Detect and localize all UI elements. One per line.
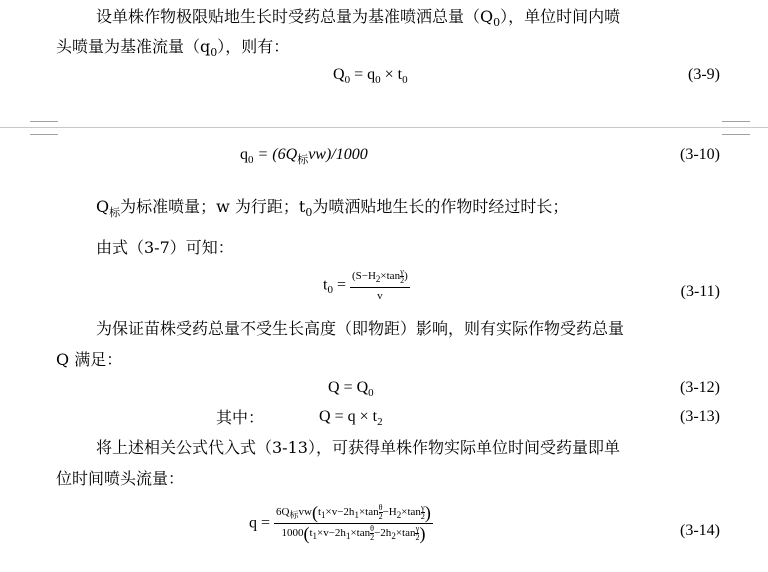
equation-3-10: $q_0 = (6Q_标vw)/1000$ bbox=[240, 146, 368, 166]
page-break-divider bbox=[0, 127, 768, 128]
equation-number-3-12: (3-12) bbox=[680, 379, 720, 396]
equation-3-12: $Q = Q_0$ bbox=[328, 379, 374, 399]
page-corner-marker-left bbox=[30, 121, 58, 135]
para3-line2: 位时间喷头流量： bbox=[56, 469, 185, 488]
equation-number-3-11: (3-11) bbox=[680, 283, 720, 300]
fraction-3-11: ($S-H_2\times\tan$ $\frac{\gamma}{2}$ ) v bbox=[351, 267, 408, 303]
para1-line1: 设单株作物极限贴地生长时受药总量为基准喷洒总量$(Q_0)$，单位时间内喷 bbox=[96, 7, 621, 29]
equation-number-3-14: (3-14) bbox=[680, 522, 720, 539]
equation-3-13-prefix: 其中： bbox=[216, 408, 265, 427]
equation-number-3-13: (3-13) bbox=[680, 408, 720, 425]
equation-3-11: $t_0$ = ($S-H_2\times\tan$ $\frac{\gamma}{2}$ ) v bbox=[323, 267, 408, 303]
equation-3-14: q = $6Q_标vw(t_1\times v-2h_1\times\tan$ $\frac{\theta}{2}$ $-H_2\times\tan$ $\frac{\gamma}{2}$ ) $1000(t_1\times v-2h_1\times\tan$ $\frac{\theta}{2}$ $-2h_2\times\tan$ $\frac{\gamma}{2}$ ) bbox=[249, 502, 431, 544]
equation-3-9: $Q_0 = q_0 \times t_0$ bbox=[333, 66, 408, 86]
para2-line2: Q 满足： bbox=[56, 350, 123, 369]
equation-number-3-9: (3-9) bbox=[688, 66, 720, 83]
definition-line: $Q_标$为标准喷量；w 为行距；$t_0$为喷洒贴地生长的作物时经过时长； bbox=[96, 197, 569, 219]
fraction-3-14: $6Q_标vw(t_1\times v-2h_1\times\tan$ $\frac{\theta}{2}$ $-H_2\times\tan$ $\frac{\gamma}{2}$ ) $1000(t_1\times v-2h_1\times\tan$ $\frac{\theta}{2}$ $-2h_2\times\tan$ $\frac{\gamma}{2}$ ) bbox=[276, 502, 431, 544]
from-equation-3-7: 由式（3-7）可知： bbox=[96, 238, 234, 257]
para3-line1: 将上述相关公式代入式（3-13），可获得单株作物实际单位时间受药量即单 bbox=[96, 438, 620, 457]
para2-line1: 为保证苗株受药总量不受生长高度（即物距）影响，则有实际作物受药总量 bbox=[96, 319, 625, 338]
equation-3-13: $Q = q \times t_2$ bbox=[319, 408, 383, 428]
page-corner-marker-right bbox=[722, 121, 750, 135]
equation-number-3-10: (3-10) bbox=[680, 146, 720, 163]
para1-line2: 头喷量为基准流量$(q_0)$，则有： bbox=[56, 37, 290, 59]
